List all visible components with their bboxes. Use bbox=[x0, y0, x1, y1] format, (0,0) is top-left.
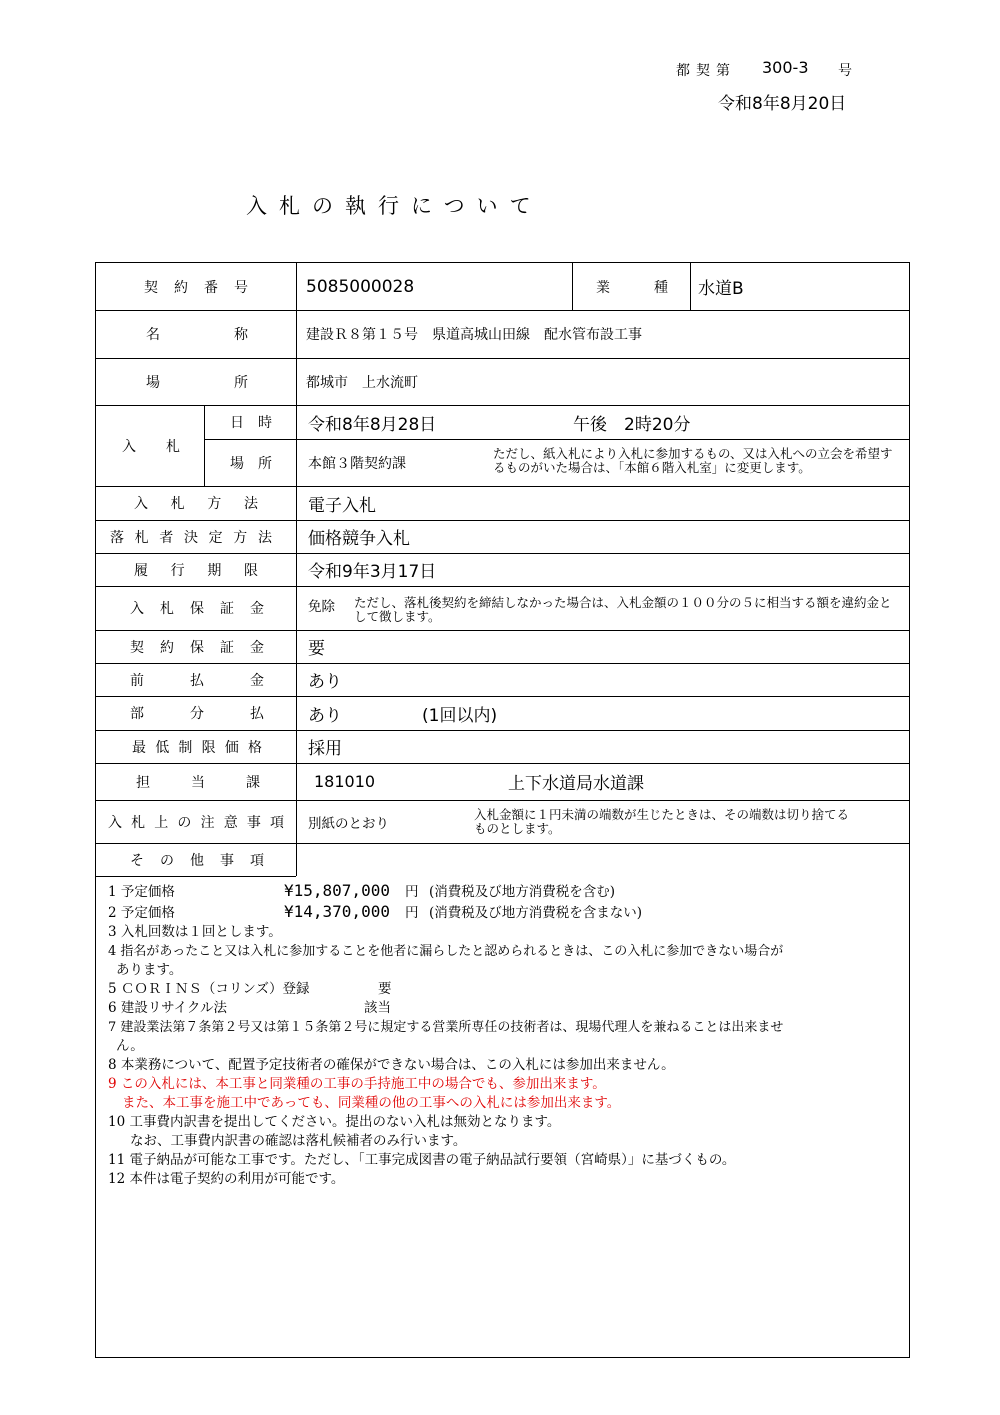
bid-datetime-label: 日 時 bbox=[230, 415, 272, 431]
advance-label: 前 払 金 bbox=[130, 672, 264, 689]
issue-date: 令和8年8月20日 bbox=[718, 94, 847, 114]
partial-extra: (1回以内) bbox=[422, 705, 498, 726]
others-item-9: 9 この入札には、本工事と同業種の工事の手持施工中の場合でも、参加出来ます。 bbox=[108, 1076, 606, 1092]
others-item-1: 1 予定価格 ¥15,807,000 円 (消費税及び地方消費税を含む) bbox=[108, 881, 616, 900]
page-title: 入札の執行について bbox=[246, 194, 543, 218]
contract-no-value: 5085000028 bbox=[306, 276, 415, 297]
others-item-7b: ん。 bbox=[116, 1038, 144, 1054]
others-item-11: 11 電子納品が可能な工事です。ただし、「工事完成図書の電子納品試行要領（宮崎県）」に基づくもの。 bbox=[108, 1152, 736, 1168]
others-item-7: 7 建設業法第７条第２号又は第１５条第２号に規定する営業所専任の技術者は、現場代理人を兼ねることは出来ませ bbox=[108, 1020, 784, 1035]
bid-date: 令和8年8月28日 bbox=[308, 414, 437, 435]
bid-location-label: 場 所 bbox=[230, 455, 272, 472]
others-item-4b: あります。 bbox=[116, 962, 183, 978]
doc-prefix: 都契第 bbox=[676, 63, 736, 79]
others-item-8: 8 本業務について、配置予定技術者の確保ができない場合は、この入札には参加出来ません。 bbox=[108, 1057, 675, 1073]
name-label: 名 称 bbox=[146, 327, 248, 343]
contract-no-label: 契 約 番 号 bbox=[144, 279, 248, 296]
others-list bbox=[108, 881, 903, 1189]
others-item-6: 6 建設リサイクル法 該当 bbox=[108, 1000, 391, 1016]
bid-info-table bbox=[95, 262, 910, 1358]
partial-label: 部 分 払 bbox=[130, 706, 264, 722]
deadline-label: 履 行 期 限 bbox=[134, 562, 258, 579]
decision-value: 価格競争入札 bbox=[308, 529, 410, 549]
method-label: 入 札 方 法 bbox=[134, 496, 258, 512]
notes-value: 別紙のとおり bbox=[308, 815, 389, 832]
others-item-2: 2 予定価格 ¥14,370,000 円 (消費税及び地方消費税を含まない) bbox=[108, 902, 643, 921]
dept-label: 担 当 課 bbox=[136, 774, 260, 791]
bid-bond-note: ただし、落札後契約を締結しなかった場合は、入札金額の１００分の５に相当する額を違約金として徴します。 bbox=[354, 595, 892, 624]
bid-location-note: ただし、紙入札により入札に参加するもの、又は入札への立会を希望するものがいた場合は、「本館６階入札室」に変更します。 bbox=[493, 446, 893, 475]
place-value: 都城市 上水流町 bbox=[306, 374, 418, 391]
others-item-4: 4 指名があったこと又は入札に参加することを他者に漏らしたと認められるときは、この入札に参加できない場合が bbox=[108, 944, 784, 959]
notes-note: 入札金額に１円未満の端数が生じたときは、その端数は切り捨てるものとします。 bbox=[474, 807, 850, 836]
deadline-value: 令和9年3月17日 bbox=[308, 562, 437, 582]
contract-bond-label: 契 約 保 証 金 bbox=[130, 639, 264, 656]
bid-bond-value: 免除 bbox=[308, 599, 335, 615]
others-label: そ の 他 事 項 bbox=[130, 852, 264, 869]
place-label: 場 所 bbox=[146, 374, 248, 391]
others-item-10: 10 工事費内訳書を提出してください。提出のない入札は無効となります。 bbox=[108, 1114, 561, 1130]
dept-code: 181010 bbox=[314, 772, 376, 791]
industry-label: 業 種 bbox=[596, 279, 668, 296]
others-item-9b: また、本工事を施工中であっても、同業種の他の工事への入札には参加出来ます。 bbox=[122, 1095, 621, 1111]
contract-bond-value: 要 bbox=[308, 639, 325, 659]
min-price-label: 最 低 制 限 価 格 bbox=[132, 739, 262, 756]
dept-name: 上下水道局水道課 bbox=[508, 774, 644, 794]
min-price-value: 採用 bbox=[308, 739, 342, 759]
others-item-12: 12 本件は電子契約の利用が可能です。 bbox=[108, 1171, 345, 1187]
decision-label: 落 札 者 決 定 方 法 bbox=[110, 529, 272, 546]
bid-time: 午後 2時20分 bbox=[573, 414, 691, 435]
doc-number: 300-3 bbox=[762, 58, 809, 77]
method-value: 電子入札 bbox=[308, 495, 376, 516]
notes-label: 入 札 上 の 注 意 事 項 bbox=[108, 814, 284, 831]
industry-value: 水道B bbox=[698, 279, 744, 299]
bid-location: 本館３階契約課 bbox=[308, 455, 406, 472]
others-item-3: 3 入札回数は１回とします。 bbox=[108, 924, 282, 940]
bid-bond-label: 入 札 保 証 金 bbox=[130, 601, 264, 617]
partial-value: あり bbox=[308, 705, 342, 726]
others-item-5: 5 ＣＯＲＩＮＳ（コリンズ）登録 要 bbox=[108, 981, 392, 997]
doc-suffix: 号 bbox=[838, 63, 852, 79]
name-value: 建設Ｒ８第１５号 県道高城山田線 配水管布設工事 bbox=[306, 327, 642, 343]
advance-value: あり bbox=[308, 672, 342, 692]
bid-label: 入 札 bbox=[122, 438, 180, 455]
others-item-10b: なお、工事費内訳書の確認は落札候補者のみ行います。 bbox=[130, 1133, 467, 1149]
